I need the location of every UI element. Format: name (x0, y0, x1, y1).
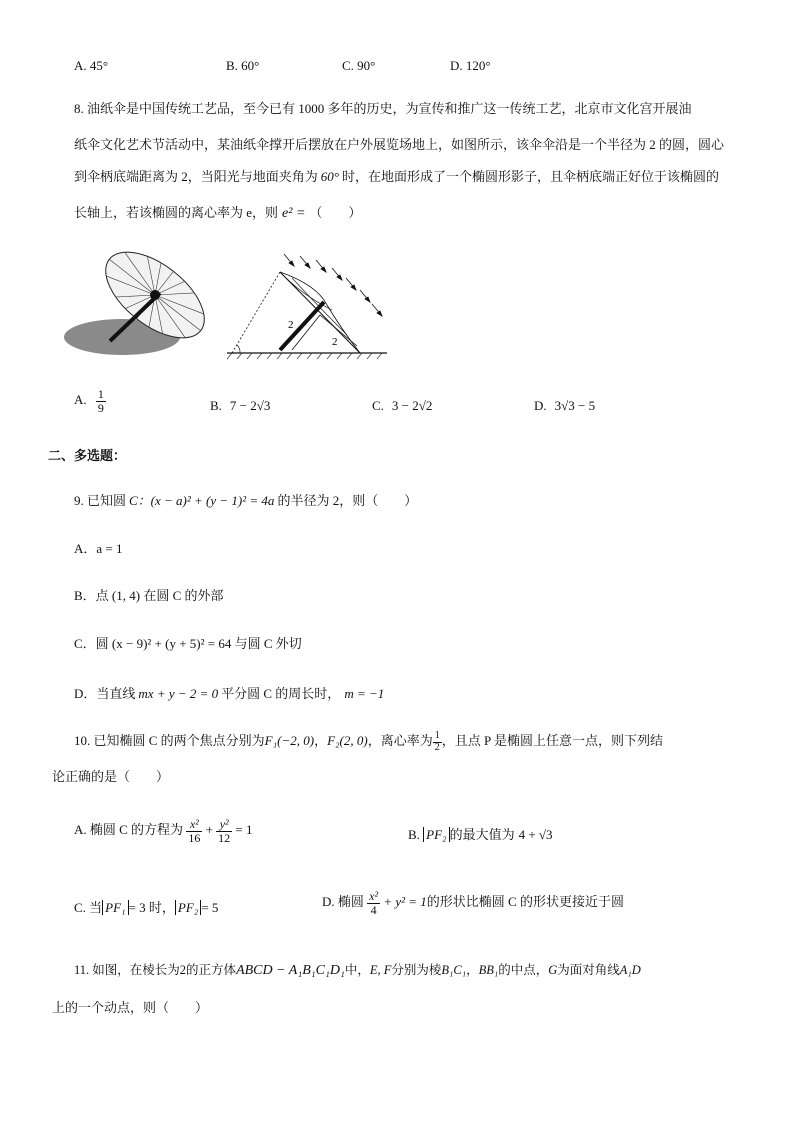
q8-option-b: B. 7 − 2√3 (210, 398, 271, 413)
umbrella-photo-figure (60, 245, 220, 365)
q8-line-1: 8. 油纸伞是中国传统工艺品，至今已有 1000 多年的历史，为宣传和推广这一传统工艺，北京市文化宫开展油 (74, 101, 692, 116)
q11-line-1: 11. 如图，在棱长为2的正方体ABCD − A₁B₁C₁D₁中，E, F分别为棱B₁C₁，BB₁的中点，G为面对角线A₁D (74, 963, 641, 978)
q7-option-d: D. 120° (450, 58, 491, 73)
q7-option-a: A. 45° (74, 58, 109, 73)
q8-line-4: 长轴上，若该椭圆的离心率为 e，则 e² = （ ） (74, 205, 362, 221)
q11-line-2: 上的一个动点，则（ ） (52, 1000, 209, 1015)
q8-option-c: C. 3 − 2√2 (372, 398, 433, 413)
q8-option-a: A. $\frac{1}{9}$ (74, 387, 104, 415)
figure-label-2b: 2 (332, 336, 338, 348)
umbrella-diagram-figure (222, 250, 392, 365)
q7-option-c: C. 90° (342, 58, 376, 73)
q10-line-2: 论正确的是（ ） (52, 769, 170, 784)
q10-option-c: C. 当 PF₁ = 3 时， PF₂ = 5 (74, 900, 219, 915)
q10-option-b: B. PF₂ 的最大值为 4 + √3 (408, 827, 553, 842)
q10-option-a: A. 椭圆 C 的方程为 $\frac{\text{x²}}{16}$ + $\frac{\text{y²}}{12}$ = 1 (74, 817, 253, 845)
q9-option-a: A．a = 1 (74, 541, 123, 556)
figure-label-2a: 2 (288, 319, 294, 331)
q8-line-3: 到伞柄底端距离为 2，当阳光与地面夹角为 60° 时，在地面形成了一个椭圆形影子，且伞柄底端正好位于该椭圆的 (74, 169, 719, 184)
section-title-multiple-choice: 二、多选题： (48, 448, 127, 463)
q10-option-d: D. 椭圆 $\frac{\text{x²}}{4}$ + y² = 1的形状比椭圆 C 的形状更接近于圆 (322, 889, 624, 917)
q9-option-c: C．圆 (x − 9)² + (y + 5)² = 64 与圆 C 外切 (74, 636, 302, 651)
q9-stem: 9. 已知圆 C：(x − a)² + (y − 1)² = 4a 的半径为 2，则（ ） (74, 493, 418, 508)
q8-line-2: 纸伞文化艺术节活动中，某油纸伞撑开后摆放在户外展览场地上，如图所示，该伞伞沿是一个半径为 2 的圆，圆心 (74, 137, 725, 152)
q10-line-1: 10. 已知椭圆 C 的两个焦点分别为F₁(−2, 0)，F₂(2, 0)，离心率为 $\frac{1}{2}$ ，且点 P 是椭圆上任意一点，则下列结 (74, 730, 663, 753)
q7-option-b: B. 60° (226, 58, 260, 73)
q9-option-b: B．点 (1, 4) 在圆 C 的外部 (74, 588, 224, 603)
q8-option-d: D. 3√3 − 5 (534, 398, 596, 413)
q9-option-d: D．当直线 mx + y − 2 = 0 平分圆 C 的周长时， m = −1 (74, 686, 385, 701)
